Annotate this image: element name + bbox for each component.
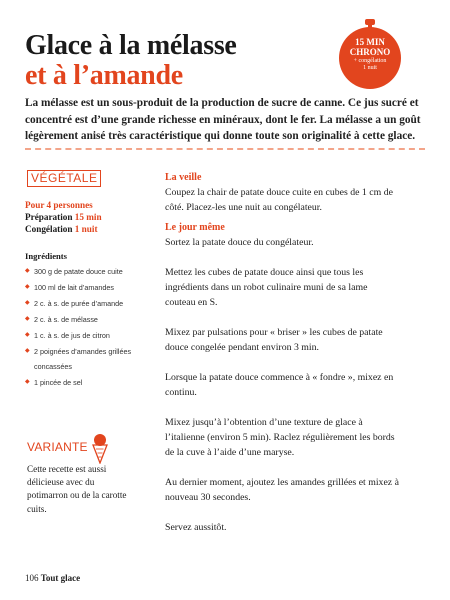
spacer xyxy=(165,505,400,520)
page-footer xyxy=(25,573,80,583)
step-title-veille: La veille xyxy=(165,172,202,183)
variante-label: VARIANTE xyxy=(27,440,88,454)
ingredients-list xyxy=(25,264,143,391)
bullet-icon: ◆ xyxy=(25,299,30,306)
ingredient-text: 2 c. à s. de mélasse xyxy=(34,314,98,324)
chrono-label: CHRONO xyxy=(349,47,391,57)
list-item xyxy=(25,280,143,296)
recipe-steps xyxy=(165,170,400,535)
spacer xyxy=(165,310,400,325)
list-item xyxy=(25,312,143,328)
ingredient-text: 2 poignées d’amandes grillées concassées xyxy=(34,346,132,372)
step-paragraph: Coupez la chair de patate douce cuite en cubes de 1 cm de côté. Placez-les une nuit au congélateur. xyxy=(165,187,393,213)
step-paragraph: Servez aussitôt. xyxy=(165,522,227,533)
chrono-time: 15 MIN xyxy=(355,37,385,47)
prep-label: Préparation xyxy=(25,212,73,222)
stopwatch-stem-icon xyxy=(368,23,372,28)
category-tag: VÉGÉTALE xyxy=(27,170,101,187)
recipe-title-line1: Glace à la mélasse xyxy=(25,30,237,61)
step-title-jour: Le jour même xyxy=(165,222,225,233)
servings-text: Pour 4 personnes xyxy=(25,200,93,210)
bullet-icon: ◆ xyxy=(25,347,30,354)
ingredient-text: 100 ml de lait d’amandes xyxy=(34,282,114,292)
recipe-intro: La mélasse est un sous-produit de la production de sucre de canne. Ce jus sucré et concentré est d’une grande richesse en minéraux, dont le fer. La mélasse a un goût légèrement anisé très caractéristique qui donne toute son originalité à cette glace. xyxy=(25,97,421,142)
list-item xyxy=(25,344,143,376)
chrono-extra-duration: 1 nuit xyxy=(363,65,377,71)
freeze-time xyxy=(25,224,98,234)
bullet-icon: ◆ xyxy=(25,379,30,386)
ingredient-text: 300 g de patate douce cuite xyxy=(34,267,123,276)
bullet-icon: ◆ xyxy=(25,268,30,274)
chrono-extra: + congélation xyxy=(353,58,387,64)
ice-cream-cone-icon xyxy=(90,432,110,464)
ingredient-text: 1 pincée de sel xyxy=(34,378,83,388)
variante-text: Cette recette est aussi délicieuse avec du potimarron ou de la carotte cuits. xyxy=(27,464,127,514)
step-paragraph: Mettez les cubes de patate douce ainsi que tous les ingrédients dans un robot culinaire muni de sa lame couteau en S. xyxy=(165,267,368,308)
servings xyxy=(25,200,93,210)
freeze-value: 1 nuit xyxy=(74,224,98,234)
step-paragraph: Mixez jusqu’à l’obtention d’une texture de glace à l’italienne (environ 5 min). Raclez régulièrement les bords de la cuve à l’aide d’une maryse. xyxy=(165,417,395,458)
spacer xyxy=(165,355,400,370)
list-item xyxy=(25,328,143,344)
page-number: 106 xyxy=(25,573,39,583)
bullet-icon: ◆ xyxy=(25,283,30,290)
list-item xyxy=(25,296,143,312)
spacer xyxy=(165,400,400,415)
list-item xyxy=(25,264,143,280)
bullet-icon: ◆ xyxy=(25,315,30,322)
prep-value: 15 min xyxy=(74,212,102,222)
recipe-title-line2: et à l’amande xyxy=(25,60,183,91)
step-paragraph: Lorsque la patate douce commence à « fondre », mixez en continu. xyxy=(165,372,394,398)
chrono-badge xyxy=(339,27,401,89)
spacer xyxy=(165,460,400,475)
spacer xyxy=(165,250,400,265)
ingredient-text: 1 c. à s. de jus de citron xyxy=(34,330,110,340)
book-title: Tout glace xyxy=(40,573,81,583)
list-item xyxy=(25,375,143,391)
bullet-icon: ◆ xyxy=(25,331,30,338)
dashed-divider xyxy=(25,148,425,150)
step-paragraph: Mixez par pulsations pour « briser » les cubes de patate douce congelée pendant environ 3 min. xyxy=(165,327,383,353)
step-paragraph: Au dernier moment, ajoutez les amandes grillées et mixez à nouveau 30 secondes. xyxy=(165,477,399,503)
ingredients-heading: Ingrédients xyxy=(25,251,68,261)
freeze-label: Congélation xyxy=(25,224,73,234)
ingredient-text: 2 c. à s. de purée d’amande xyxy=(34,298,124,308)
prep-time xyxy=(25,212,102,222)
step-paragraph: Sortez la patate douce du congélateur. xyxy=(165,237,314,248)
